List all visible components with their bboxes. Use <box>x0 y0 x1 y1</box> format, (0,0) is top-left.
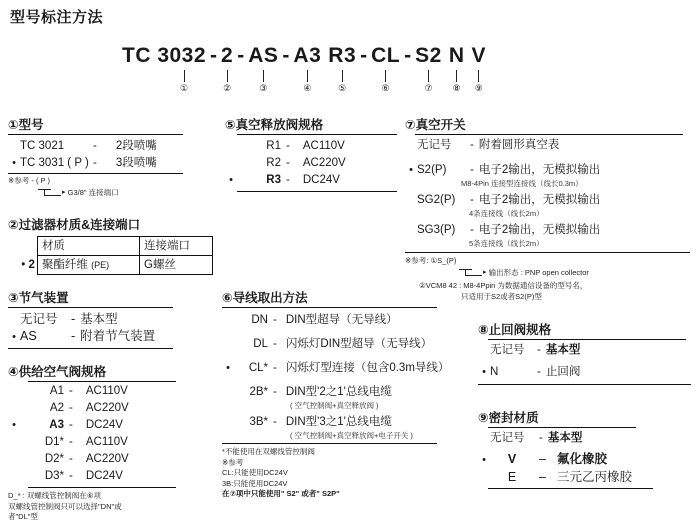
option-description: 闪烁灯DIN型超导（无导线） <box>285 338 433 350</box>
arrow-icon: ▸ <box>62 188 66 196</box>
option-description: 附着圆形真空表 <box>478 139 560 151</box>
option-dash: - <box>286 157 290 169</box>
option-dash: – <box>539 470 546 484</box>
divider <box>415 134 683 135</box>
option-row <box>8 383 208 400</box>
option-dash: – <box>539 452 546 466</box>
option-code: S2(P) <box>417 164 447 176</box>
code-index-label: ③ <box>259 83 268 93</box>
option-row <box>8 138 208 155</box>
section-air-saving <box>8 288 208 349</box>
option-code: A1 <box>49 385 64 397</box>
section-footnote: 只适用于S2或者S2(P)型 <box>461 291 542 301</box>
section-footnote: 在⑦项中只能使用" S2" 或者" S2P" <box>222 489 340 498</box>
code-segment-text: R3 <box>328 44 357 67</box>
section-number: ④ <box>8 365 19 379</box>
option-code: R1 <box>266 140 281 152</box>
section-footnote: D_* : 双螺线管控制阀在⑥项 <box>8 491 101 500</box>
option-code: 无记号 <box>490 344 525 356</box>
section-footnote: ②VCM8 42 : M8-4Ppin 为数据通信设备的型号名， <box>419 281 588 290</box>
option-code: DL <box>253 338 268 350</box>
option-description: 基本型 <box>547 432 583 444</box>
option-row <box>222 312 447 329</box>
divider <box>8 134 183 135</box>
option-row <box>8 311 208 328</box>
section-vacuum-switch <box>405 115 695 302</box>
page-title: 型号标注方法 <box>10 9 104 26</box>
option-row <box>405 162 695 179</box>
code-leader-tick <box>428 70 429 82</box>
section-title-text: 节气装置 <box>18 291 69 305</box>
section-footnote: ※参考 <box>222 457 244 467</box>
selected-marker: • <box>482 366 486 378</box>
code-index-label: ⑨ <box>474 83 483 93</box>
option-code: R3 <box>266 174 281 186</box>
row-code-cell <box>8 256 37 275</box>
divider <box>28 487 176 488</box>
option-row <box>8 434 208 451</box>
option-dash: - <box>93 157 97 169</box>
section-title <box>8 115 208 134</box>
option-subnote: 4条连接线（线长2m） <box>469 209 544 218</box>
filter-material-table <box>8 236 213 275</box>
option-row <box>478 342 693 359</box>
option-row <box>8 155 208 172</box>
option-dash: - <box>470 164 474 176</box>
selected-marker: • <box>409 164 413 176</box>
section-title-text: 导线取出方法 <box>232 291 308 305</box>
section-model-type <box>8 115 208 198</box>
option-description: AC110V <box>85 385 128 397</box>
table-corner-cell <box>8 237 37 256</box>
option-code: D2* <box>44 453 64 465</box>
selected-marker: • <box>12 331 16 343</box>
table-row <box>8 256 213 275</box>
option-dash: - <box>537 344 541 356</box>
option-code: 2 <box>28 259 35 271</box>
arrow-icon: ▸ <box>483 268 487 276</box>
section-title-text: 真空释放阀规格 <box>235 118 324 132</box>
option-description: 电子2输出，无模拟输出 <box>478 164 601 176</box>
option-row <box>478 430 693 447</box>
option-description: 2段喷嘴 <box>115 140 157 152</box>
option-row <box>225 155 425 172</box>
option-description: DIN型'3之1'总线电缆 <box>285 416 392 428</box>
code-segment-text: TC 3032 <box>122 44 207 67</box>
divider <box>478 384 691 385</box>
section-title <box>8 288 208 307</box>
option-dash: - <box>69 385 73 397</box>
option-code: A2 <box>49 402 64 414</box>
option-code: DN <box>251 314 268 326</box>
option-dash: - <box>273 314 277 326</box>
code-segment-text: AS <box>248 44 279 67</box>
divider <box>488 339 686 340</box>
leader-line-icon <box>36 189 62 198</box>
option-dash: - <box>273 362 277 374</box>
option-description: 附着节气装置 <box>80 329 156 343</box>
section-footnote: ※参考: ①S_(P) <box>405 256 457 265</box>
section-note-leader <box>8 188 208 199</box>
selected-marker: • <box>226 362 230 374</box>
code-index-label: ⑧ <box>452 83 461 93</box>
leader-line-icon <box>457 269 483 278</box>
section-supply-air-valve <box>8 362 208 523</box>
option-row <box>405 222 695 239</box>
divider <box>8 348 173 349</box>
option-description: DC24V <box>302 174 340 186</box>
option-description: 氟化橡胶 <box>556 452 607 466</box>
section-title <box>405 115 695 134</box>
code-index-label: ⑥ <box>381 83 390 93</box>
section-number: ① <box>8 118 19 132</box>
section-title-text: 止回阀规格 <box>488 323 552 337</box>
code-leader-tick <box>307 70 308 82</box>
option-dash: - <box>93 140 97 152</box>
option-row <box>8 417 208 434</box>
selected-marker: • <box>12 419 16 431</box>
option-dash: - <box>470 224 474 236</box>
code-index-label: ④ <box>303 83 312 93</box>
option-code: SG3(P) <box>417 224 456 236</box>
option-description: AC110V <box>85 436 128 448</box>
divider <box>237 191 397 192</box>
code-leader-tick <box>184 70 185 82</box>
code-leader-tick <box>456 70 457 82</box>
option-code: E <box>507 470 517 484</box>
option-code: SG2(P) <box>417 194 456 206</box>
column-header-port: 连接端口 <box>140 237 213 256</box>
section-title <box>8 362 208 381</box>
option-dash: - <box>470 139 474 151</box>
divider <box>237 134 397 135</box>
material-name: 聚酯纤维 <box>41 259 88 271</box>
section-title-text: 过滤器材质&连接端口 <box>18 218 141 232</box>
section-seal-material <box>478 408 693 489</box>
code-segment <box>221 44 233 94</box>
section-footnote: *不能使用在双螺线管控制阀 <box>222 447 315 456</box>
option-description: AC220V <box>85 453 129 465</box>
option-code: 无记号 <box>20 312 58 326</box>
divider <box>488 488 653 489</box>
option-code: A3 <box>49 419 64 431</box>
divider <box>488 427 636 428</box>
material-abbrev: (PE) <box>91 260 110 270</box>
section-number: ⑧ <box>478 323 489 337</box>
code-segment <box>449 44 465 94</box>
section-vacuum-release-valve <box>225 115 425 192</box>
section-footnote: 3B:只能使用DC24V <box>222 478 288 488</box>
option-code: TC 3021 <box>20 140 65 152</box>
option-row <box>222 336 447 353</box>
code-segment-text: 2 <box>221 44 234 67</box>
option-description: DC24V <box>85 470 123 482</box>
option-subnote: M8-4Pin 连接型连接线（线长0.3m） <box>461 179 583 188</box>
code-leader-tick <box>385 70 386 82</box>
code-leader-tick <box>478 70 479 82</box>
option-code: TC 3031 ( P ) <box>20 157 89 169</box>
cell-material <box>37 256 139 275</box>
section-footnote: CL:只能使用DC24V <box>222 468 288 477</box>
selected-marker: • <box>482 454 486 466</box>
section-wire-outlet <box>222 288 450 500</box>
code-segment-text: A3 <box>293 44 322 67</box>
section-note-leader-text: G3/8" 连接端口 <box>67 187 119 197</box>
option-subnote: ( 空气控制阀+真空释放阀+电子开关 ) <box>290 431 413 440</box>
section-title-text: 型号 <box>18 118 44 132</box>
section-check-valve <box>478 320 693 385</box>
option-code: R2 <box>266 157 281 169</box>
option-code: 无记号 <box>490 432 525 444</box>
option-code: D3* <box>44 470 64 482</box>
option-description: 三元乙丙橡胶 <box>556 470 632 484</box>
section-number: ⑥ <box>222 291 233 305</box>
option-description: AC220V <box>85 402 129 414</box>
code-segment <box>371 44 400 94</box>
option-description: DIN型超导（无导线） <box>285 314 398 326</box>
model-code-string <box>122 44 486 94</box>
option-description: 闪烁灯型连接（包含0.3m导线） <box>285 362 450 374</box>
option-row <box>222 360 450 377</box>
option-description: 3段喷嘴 <box>115 157 157 169</box>
section-footnote-leader-text: 输出形态 : PNP open collector <box>488 267 589 277</box>
option-description: DC24V <box>85 419 123 431</box>
code-segment-text: N <box>448 44 465 67</box>
option-dash: - <box>273 338 277 350</box>
section-title-text: 密封材质 <box>488 411 539 425</box>
option-row <box>8 451 208 468</box>
column-header-material: 材质 <box>37 237 139 256</box>
option-row <box>225 138 425 155</box>
code-index-label: ② <box>223 83 232 93</box>
option-dash: - <box>273 416 277 428</box>
option-description: 电子2输出，无模拟输出 <box>478 224 601 236</box>
option-row <box>478 451 693 469</box>
option-dash: - <box>69 402 73 414</box>
option-dash: - <box>273 386 277 398</box>
option-dash: - <box>539 432 543 444</box>
divider <box>8 307 173 308</box>
section-number: ③ <box>8 291 19 305</box>
code-leader-tick <box>227 70 228 82</box>
selected-marker: • <box>229 174 233 186</box>
option-code: AS <box>20 329 37 343</box>
code-leader-tick <box>342 70 343 82</box>
section-number: ⑦ <box>405 118 416 132</box>
option-description: 电子2输出，无模拟输出 <box>478 194 601 206</box>
section-title <box>8 215 213 234</box>
option-description: AC220V <box>302 157 346 169</box>
divider <box>28 381 176 382</box>
option-row <box>8 468 208 485</box>
divider <box>8 173 183 174</box>
option-code: 3B* <box>249 416 268 428</box>
option-dash: - <box>69 453 73 465</box>
option-dash: - <box>71 329 76 343</box>
option-row <box>405 192 695 209</box>
option-code: CL* <box>248 362 268 374</box>
option-dash: - <box>286 174 290 186</box>
code-separator: - <box>360 44 368 67</box>
option-dash: - <box>71 312 76 326</box>
section-number: ⑤ <box>225 118 236 132</box>
section-title-text: 供给空气阀规格 <box>18 365 107 379</box>
option-row <box>8 328 208 346</box>
code-separator: - <box>210 44 218 67</box>
cell-port: G螺丝 <box>140 256 213 275</box>
option-description: DIN型'2之1'总线电缆 <box>285 386 392 398</box>
divider <box>222 307 437 308</box>
code-segment <box>293 44 321 94</box>
option-code: V <box>507 452 517 466</box>
code-segment-text: V <box>471 44 487 67</box>
option-subnote: ( 空气控制阀+真空释放阀 ) <box>290 401 379 410</box>
code-segment <box>122 44 206 94</box>
code-separator: - <box>237 44 245 67</box>
option-row <box>8 400 208 417</box>
section-note: ※参考 - ( P ) <box>8 176 50 185</box>
code-segment <box>248 44 278 94</box>
code-leader-tick <box>263 70 264 82</box>
table-header-row <box>8 237 213 256</box>
option-description: 基本型 <box>80 312 118 326</box>
option-dash: - <box>69 436 73 448</box>
option-row <box>478 364 693 381</box>
option-dash: - <box>537 366 541 378</box>
selected-marker: • <box>21 259 26 271</box>
option-dash: - <box>69 470 73 482</box>
section-footnote-leader <box>405 268 695 279</box>
code-index-label: ① <box>179 83 189 93</box>
code-separator: - <box>282 44 290 67</box>
code-index-label: ⑦ <box>424 83 433 93</box>
option-code: D1* <box>44 436 64 448</box>
code-index-label: ⑤ <box>338 83 347 93</box>
selected-marker: • <box>12 157 16 169</box>
option-code: 无记号 <box>417 139 452 151</box>
option-subnote: 5条连接线（线长2m） <box>469 239 544 248</box>
option-dash: - <box>286 140 290 152</box>
section-title <box>478 320 693 339</box>
divider <box>222 443 437 444</box>
code-separator: - <box>404 44 412 67</box>
code-segment <box>328 44 356 94</box>
section-footnote: 双螺线管控制阀只可以选择"DN"或 <box>8 501 122 511</box>
section-filter-material <box>8 215 213 275</box>
section-number: ⑨ <box>478 411 489 425</box>
option-description: 止回阀 <box>545 366 581 378</box>
option-row <box>222 384 447 401</box>
section-title <box>225 115 425 134</box>
option-row <box>222 414 447 431</box>
option-dash: - <box>69 419 73 431</box>
option-row <box>405 137 695 154</box>
option-code: 2B* <box>249 386 268 398</box>
option-row <box>478 469 693 486</box>
divider <box>405 252 690 253</box>
code-segment-text: S2 <box>415 44 442 67</box>
section-title <box>478 408 693 427</box>
code-segment <box>472 44 487 94</box>
section-footnote: 者"DL"型 <box>8 512 38 521</box>
code-segment <box>415 44 442 94</box>
option-description: AC110V <box>302 140 345 152</box>
section-title-text: 真空开关 <box>415 118 466 132</box>
code-segment-text: CL <box>371 44 401 67</box>
option-row <box>225 172 425 189</box>
option-code: N <box>490 366 499 378</box>
section-number: ② <box>8 218 19 232</box>
option-description: 基本型 <box>545 344 581 356</box>
option-dash: - <box>470 194 474 206</box>
